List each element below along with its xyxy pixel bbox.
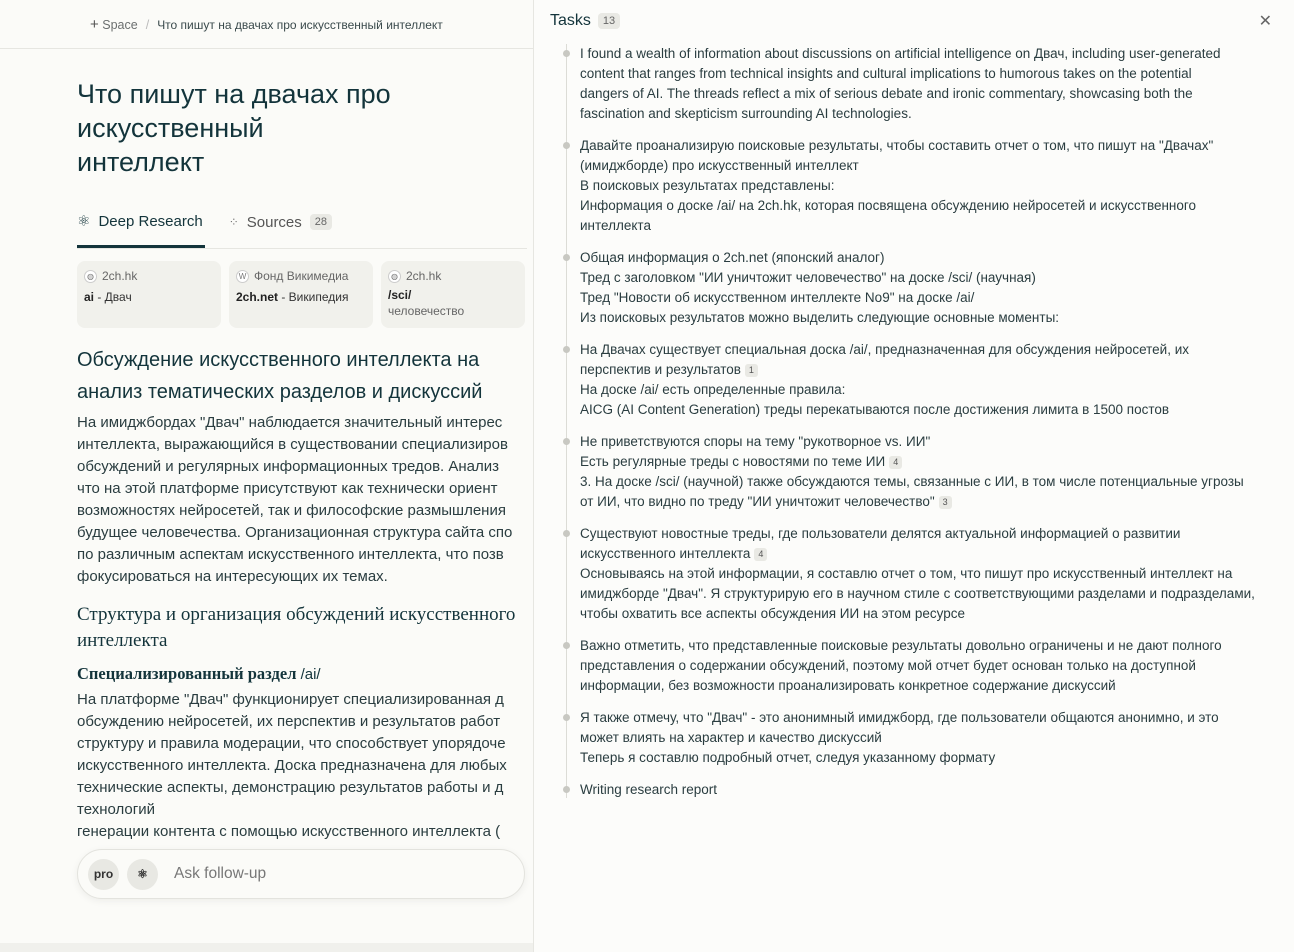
task-text: Я также отмечу, что "Двач" - это анонимный имиджборд, где пользователи общаются анонимно, и это — [580, 710, 1219, 725]
page-title — [77, 77, 527, 179]
task-text: На доске /ai/ есть определенные правила: — [580, 382, 846, 397]
task-item — [534, 636, 1294, 696]
task-text: 3. На доске /sci/ (научной) также обсуждаются темы, связанные с ИИ, в том числе потенциальные угрозы — [580, 474, 1244, 489]
source-title-bold: ai — [84, 290, 95, 304]
task-line — [580, 604, 1286, 624]
source-title: - Двач — [94, 290, 132, 304]
tasks-count-badge: 13 — [598, 13, 620, 29]
source-card[interactable] — [229, 261, 373, 328]
task-line — [580, 176, 1286, 196]
task-item — [534, 44, 1294, 124]
tabs — [77, 197, 527, 249]
paragraph-line: возможностях нейросетей, так и философские размышления — [77, 502, 506, 519]
task-line — [580, 452, 1286, 472]
task-item — [534, 136, 1294, 236]
subsection-heading: Структура и организация обсуждений искусственного интеллекта — [77, 604, 516, 651]
tasks-header — [534, 0, 1294, 42]
task-line — [580, 524, 1286, 544]
task-text: fascination and skepticism surrounding AI technologies. — [580, 106, 912, 121]
task-text: от ИИ, что видно по треду "ИИ уничтожит человечество" — [580, 494, 935, 509]
breadcrumb-separator: / — [145, 17, 150, 32]
citation-badge[interactable]: 1 — [745, 364, 758, 377]
task-line — [580, 748, 1286, 768]
task-line — [580, 780, 1286, 800]
task-text: может влиять на характер и качество дискуссий — [580, 730, 882, 745]
paragraph-line: технические аспекты, демонстрацию результатов работы и д — [77, 779, 504, 796]
task-line — [580, 84, 1286, 104]
tasks-panel — [533, 0, 1294, 952]
task-text: Теперь я составлю подробный отчет, следуя указанному формату — [580, 750, 996, 765]
source-domain: Фонд Викимедиа — [254, 269, 349, 283]
task-line — [580, 64, 1286, 84]
paragraph-line: будущее человечества. Организационная структура сайта спо — [77, 524, 513, 541]
task-text: На Двачах существует специальная доска /ai/, предназначенная для обсуждения нейросетей, их — [580, 342, 1190, 357]
timeline-dot-icon — [563, 438, 570, 445]
section-paragraph — [77, 689, 527, 821]
task-line — [580, 360, 1286, 380]
heading-line: анализ тематических разделов и дискуссий — [77, 381, 483, 403]
source-subtitle: человечество — [388, 304, 465, 318]
paragraph-line: по различным аспектам искусственного интеллекта, что позв — [77, 546, 504, 563]
source-card[interactable] — [77, 261, 221, 328]
title-line: интеллект — [77, 147, 205, 177]
task-text: (имиджборде) про искусственный интеллект — [580, 158, 859, 173]
task-line — [580, 380, 1286, 400]
globe-icon: ◍ — [388, 270, 401, 283]
task-text: чтобы охватить все аспекты обсуждения ИИ на этом ресурсе — [580, 606, 965, 621]
timeline-dot-icon — [563, 346, 570, 353]
task-line — [580, 708, 1286, 728]
tasks-title: Tasks — [550, 12, 591, 29]
task-text: перспектив и результатов — [580, 362, 741, 377]
source-card[interactable] — [381, 261, 525, 328]
task-text: Основываясь на этой информации, я составлю отчет о том, что пишут про искусственный интеллект на — [580, 566, 1233, 581]
add-space-button[interactable] — [90, 16, 138, 33]
task-text: Writing research report — [580, 782, 718, 797]
task-text: Есть регулярные треды с новостями по теме ИИ — [580, 454, 886, 469]
article — [77, 49, 527, 899]
source-cards — [77, 261, 527, 328]
task-item — [534, 708, 1294, 768]
task-text: Давайте проанализирую поисковые результаты, чтобы составить отчет о том, что пишут на "Двачах" — [580, 138, 1214, 153]
tab-label: Deep Research — [98, 212, 203, 230]
task-line — [580, 44, 1286, 64]
timeline-dot-icon — [563, 254, 570, 261]
paragraph-line: что на этой платформе присутствуют как технически ориент — [77, 480, 498, 497]
timeline-dot-icon — [563, 714, 570, 721]
heading-text: Специализированный раздел — [77, 664, 297, 683]
paragraph-line: На платформе "Двач" функционирует специализированная д — [77, 691, 504, 708]
task-item — [534, 248, 1294, 328]
timeline-dot-icon — [563, 142, 570, 149]
atom-icon: ⚛ — [137, 867, 148, 881]
task-item — [534, 432, 1294, 512]
task-text: Тред с заголовком "ИИ уничтожит человечество" на доске /sci/ (научная) — [580, 270, 1036, 285]
task-text: Важно отметить, что представленные поисковые результаты довольно ограничены и не дают полного — [580, 638, 1222, 653]
section-heading — [77, 344, 527, 408]
plus-icon: + — [90, 16, 99, 33]
space-label: Space — [102, 18, 138, 32]
wikipedia-icon: W — [236, 270, 249, 283]
task-item — [534, 340, 1294, 420]
task-line — [580, 656, 1286, 676]
task-text: Тред "Новости об искусственном интеллекте No9" на доске /ai/ — [580, 290, 975, 305]
timeline-dot-icon — [563, 530, 570, 537]
paragraph-line: интеллекта, выражающийся в существовании специализиров — [77, 436, 508, 453]
paragraph-line: обсуждению нейросетей, их перспектив и результатов работ — [77, 713, 501, 730]
task-line — [580, 400, 1286, 420]
task-line — [580, 584, 1286, 604]
task-text: информации, без возможности проанализировать конкретное содержание дискуссий — [580, 678, 1116, 693]
title-line: Что пишут на двачах про искусственный — [77, 79, 391, 143]
breadcrumb — [90, 16, 443, 33]
source-domain: 2ch.hk — [102, 269, 138, 283]
task-line — [580, 216, 1286, 236]
tab-deep-research[interactable] — [77, 197, 205, 248]
tab-label: Sources — [246, 213, 302, 231]
task-text: интеллекта — [580, 218, 651, 233]
task-line — [580, 248, 1286, 268]
task-text: В поисковых результатах представлены: — [580, 178, 835, 193]
task-text: content that ranges from technical insights and cultural implications to humorous takes on the potential — [580, 66, 1192, 81]
task-text: Из поисковых результатов можно выделить следующие основные моменты: — [580, 310, 1060, 325]
task-line — [580, 636, 1286, 656]
paragraph-line: На имиджбордах "Двач" наблюдается значительный интерес — [77, 414, 503, 431]
task-line — [580, 156, 1286, 176]
task-line — [580, 340, 1286, 360]
source-domain: 2ch.hk — [406, 269, 442, 283]
tab-sources[interactable] — [229, 197, 334, 247]
close-icon[interactable]: ✕ — [1258, 13, 1272, 30]
paragraph-line: структуру и правила модерации, что способствует упорядоче — [77, 735, 506, 752]
task-text: AICG (AI Content Generation) треды перекатываются после достижения лимита в 1500 постов — [580, 402, 1170, 417]
source-title-bold: /sci/ — [388, 288, 412, 302]
globe-icon: ◍ — [84, 270, 97, 283]
source-title: - Википедия — [278, 290, 349, 304]
task-line — [580, 268, 1286, 288]
timeline-dot-icon — [563, 50, 570, 57]
task-line — [580, 136, 1286, 156]
task-text: dangers of AI. The threads reflect a mix of serious debate and ironic commentary, showcasing both the — [580, 86, 1193, 101]
task-text: имиджборде "Двач". Я структурирую его в научном стиле с соответствующими разделами и подразделами, — [580, 586, 1255, 601]
citation-badge[interactable]: 4 — [889, 456, 902, 469]
paragraph-line: технологий — [77, 801, 156, 818]
task-text: Общая информация о 2ch.net (японский аналог) — [580, 250, 885, 265]
task-text: Не приветствуются споры на тему "рукотворное vs. ИИ" — [580, 434, 931, 449]
heading-line: Обсуждение искусственного интеллекта на — [77, 349, 480, 371]
task-item — [534, 780, 1294, 800]
paragraph-line: обсуждений и регулярных информационных тредов. Анализ — [77, 458, 500, 475]
task-line — [580, 676, 1286, 696]
task-line — [580, 288, 1286, 308]
task-line — [580, 728, 1286, 748]
task-text: I found a wealth of information about discussions on artificial intelligence on Двач, including user-generated — [580, 46, 1221, 61]
paragraph-line: фокусироваться на интересующих их темах. — [77, 568, 388, 585]
task-line — [580, 544, 1286, 564]
source-title-bold: 2ch.net — [236, 290, 279, 304]
task-text: искусственного интеллекта — [580, 546, 751, 561]
task-line — [580, 492, 1286, 512]
atom-icon: ⚛ — [77, 213, 91, 230]
task-line — [580, 472, 1286, 492]
task-line — [580, 432, 1286, 452]
subsubsection-heading — [77, 662, 527, 687]
intro-paragraph — [77, 412, 527, 588]
sources-count-badge: 28 — [310, 214, 332, 230]
task-line — [580, 308, 1286, 328]
pro-label: pro — [93, 867, 114, 881]
task-item — [534, 524, 1294, 624]
timeline-dot-icon — [563, 642, 570, 649]
follow-up-placeholder: Ask follow-up — [174, 865, 267, 882]
follow-up-input[interactable] — [77, 849, 525, 899]
tasks-list[interactable] — [534, 44, 1294, 812]
task-text: Существуют новостные треды, где пользователи делятся актуальной информацией о развитии — [580, 526, 1181, 541]
heading-code: /ai/ — [300, 666, 321, 683]
deep-research-mode-button[interactable] — [127, 859, 158, 890]
citation-badge[interactable]: 4 — [754, 548, 767, 561]
timeline-dot-icon — [563, 786, 570, 793]
task-line — [580, 104, 1286, 124]
task-line — [580, 196, 1286, 216]
breadcrumb-current[interactable]: Что пишут на двачах про искусственный интеллект — [157, 17, 443, 32]
pro-toggle[interactable] — [88, 859, 119, 890]
task-text: представления о содержании обсуждений, поэтому мой отчет будет основан только на доступной — [580, 658, 1196, 673]
task-line — [580, 564, 1286, 584]
task-text: Информация о доске /ai/ на 2ch.hk, которая посвящена обсуждению нейросетей и искусственного — [580, 198, 1197, 213]
paragraph-line: искусственного интеллекта. Доска предназначена для любых — [77, 757, 507, 774]
paragraph-line: генерации контента с помощью искусственного интеллекта ( — [77, 823, 501, 840]
sources-icon: ⁘ — [228, 215, 239, 229]
citation-badge[interactable]: 3 — [939, 496, 952, 509]
